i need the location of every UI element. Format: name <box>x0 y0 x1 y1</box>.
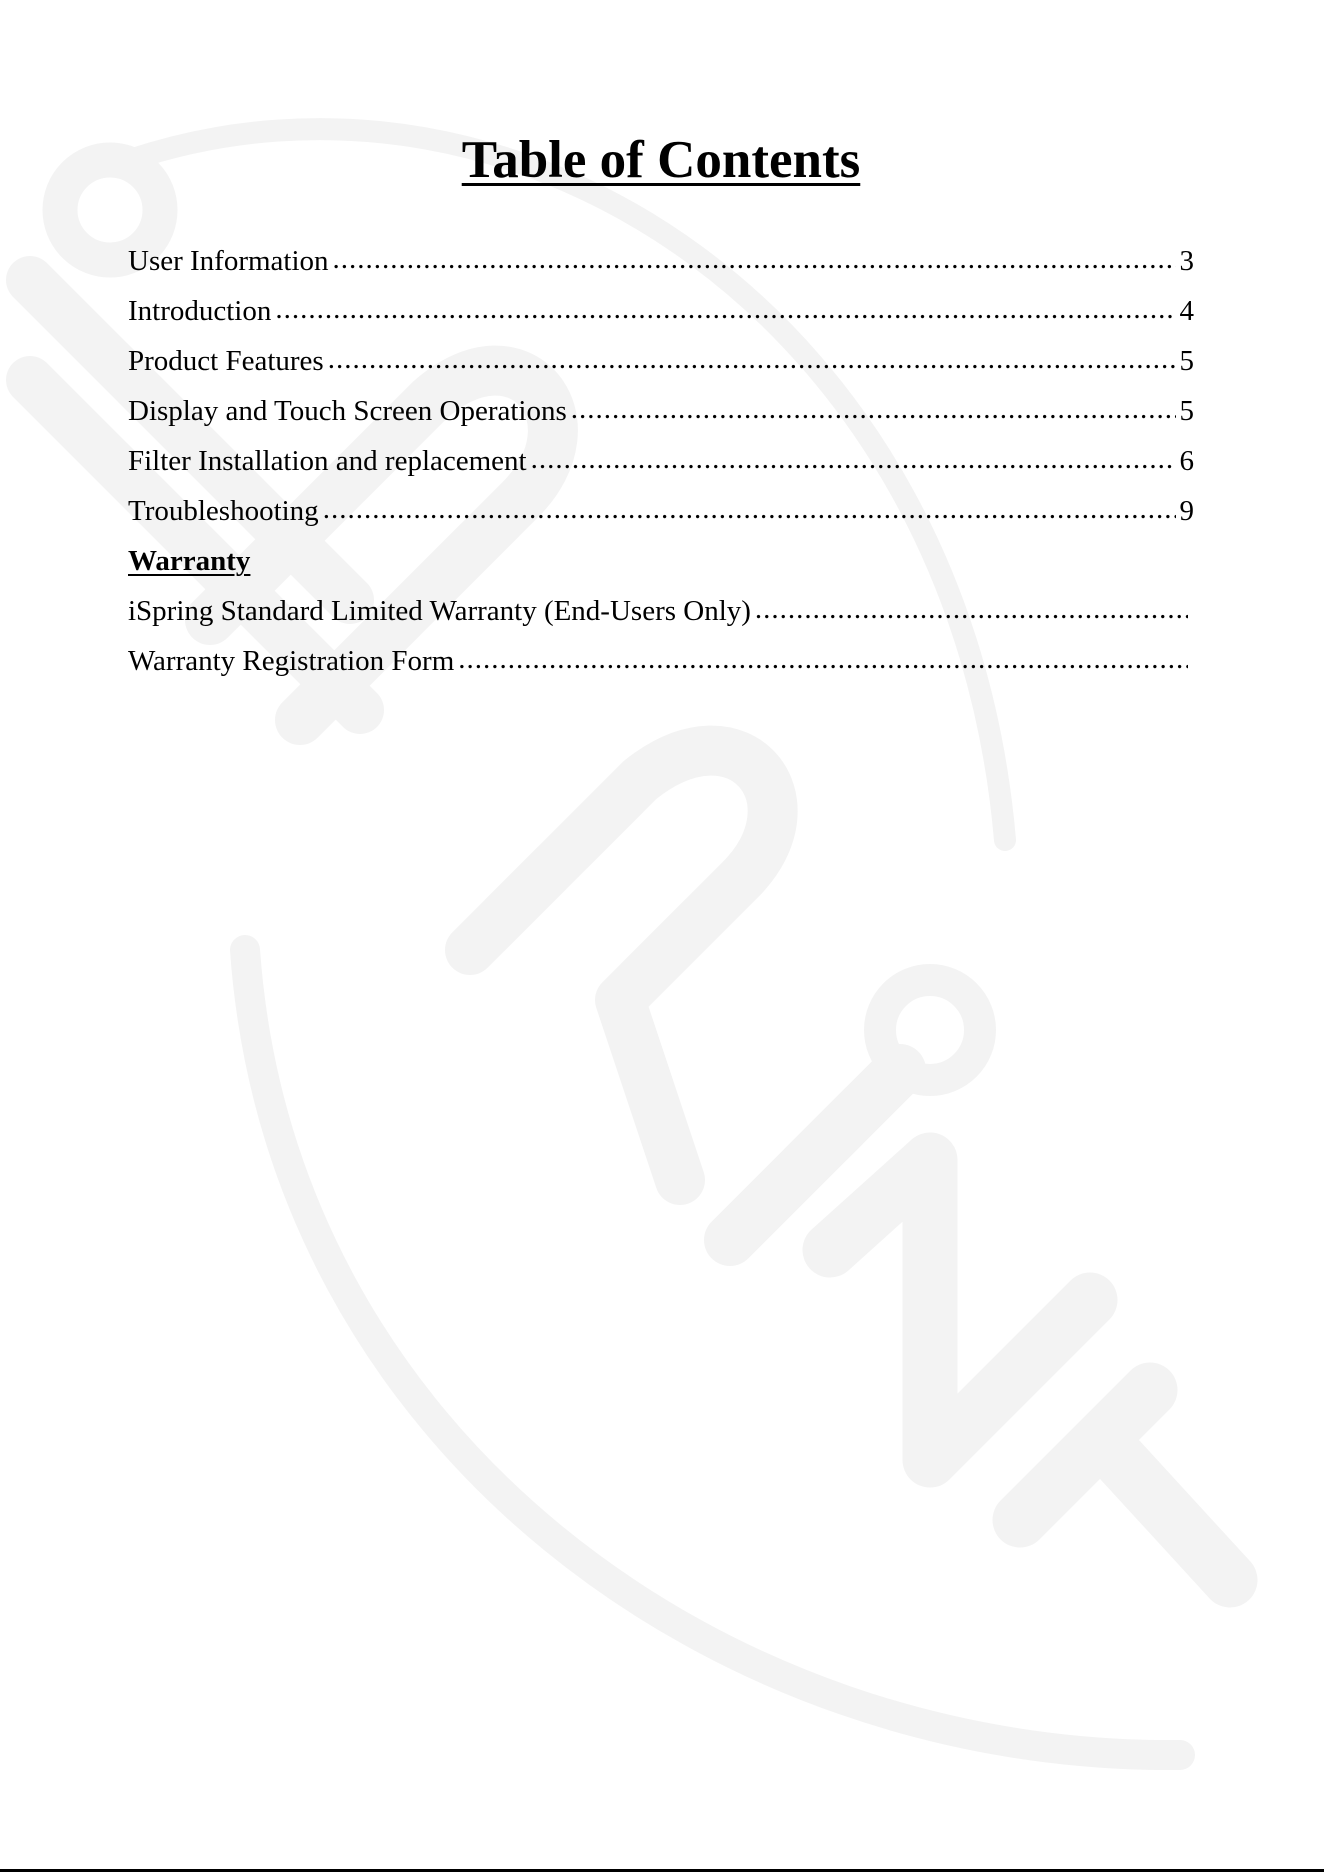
toc-entry-introduction[interactable] <box>128 286 1194 336</box>
toc-entry-registration-form[interactable] <box>128 636 1194 686</box>
dot-leader <box>333 234 1176 284</box>
dot-leader <box>571 384 1176 434</box>
toc-entry-label: Warranty Registration Form <box>128 645 455 677</box>
dot-leader <box>458 634 1188 684</box>
toc-entry-page: 5 <box>1179 345 1194 377</box>
toc-entry-page: 6 <box>1179 445 1194 477</box>
toc-list <box>128 236 1194 686</box>
dot-leader <box>531 434 1176 484</box>
toc-entry-label: User Information <box>128 245 329 277</box>
toc-entry-troubleshooting[interactable] <box>128 486 1194 536</box>
toc-entry-product-features[interactable] <box>128 336 1194 386</box>
toc-entry-label: iSpring Standard Limited Warranty (End-Users Only) <box>128 595 751 627</box>
toc-entry-label: Introduction <box>128 295 272 327</box>
toc-entry-page: 5 <box>1179 395 1194 427</box>
toc-section-warranty[interactable] <box>128 536 1194 586</box>
page-title: Table of Contents <box>461 131 861 189</box>
toc-entry-page: 4 <box>1179 295 1194 327</box>
dot-leader <box>323 484 1176 534</box>
toc-section-heading: Warranty <box>128 545 251 577</box>
toc-entry-page: 9 <box>1179 495 1194 527</box>
toc-content <box>128 128 1194 686</box>
toc-entry-user-information[interactable] <box>128 236 1194 286</box>
dot-leader <box>328 334 1176 384</box>
toc-entry-label: Product Features <box>128 345 324 377</box>
toc-entry-display-touch-screen[interactable] <box>128 386 1194 436</box>
toc-entry-limited-warranty[interactable] <box>128 586 1194 636</box>
toc-entry-label: Filter Installation and replacement <box>128 445 527 477</box>
dot-leader <box>275 284 1175 334</box>
toc-entry-filter-installation[interactable] <box>128 436 1194 486</box>
toc-entry-label: Troubleshooting <box>128 495 319 527</box>
toc-entry-label: Display and Touch Screen Operations <box>128 395 567 427</box>
dot-leader <box>755 584 1188 634</box>
toc-entry-page: 3 <box>1179 245 1194 277</box>
